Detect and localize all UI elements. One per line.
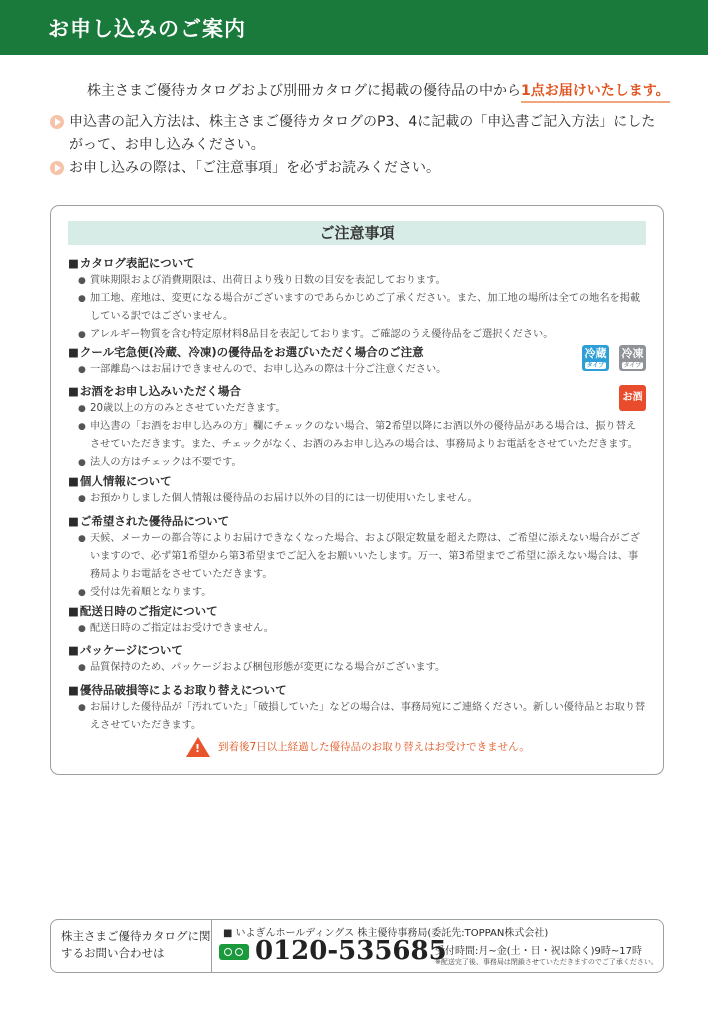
section-heading: ■ 配送日時のご指定について: [68, 602, 646, 620]
section-heading: ■ 優待品破損等によるお取り替えについて: [68, 681, 646, 699]
list-item: ● 受付は先着順となります。: [68, 584, 646, 602]
warning-icon: !: [186, 737, 210, 757]
list-item: ● 加工地、産地は、変更になる場合がございますのであらかじめご了承ください。また、加工地の場所は全ての地名を掲載している訳ではございません。: [68, 290, 646, 326]
section-personal-info: [68, 472, 646, 508]
list-item: ● 法人の方はチェックは不要です。: [68, 454, 646, 472]
instruction-bullet: [50, 111, 669, 157]
list-item: ● 賞味期限および消費期限は、出荷日より残り日数の目安を表記しております。: [68, 272, 646, 290]
reception-hours: 受付時間:月~金(土・日・祝は除く)9時~17時: [435, 946, 643, 957]
section-heading: ■ ご希望された優待品について: [68, 512, 646, 530]
intro-body: 株主さまご優待カタログおよび別冊カタログに掲載の優待品の中から: [87, 83, 521, 99]
intro-highlight: 1点お届けいたします。: [521, 83, 670, 103]
list-item: ● お届けした優待品が「汚れていた」「破損していた」などの場合は、事務局宛にご連絡ください。新しい優待品とお取り替えさせていただきます。: [68, 699, 646, 735]
list-item: ● 20歳以上の方のみとさせていただきます。: [68, 400, 646, 418]
section-heading: ■ カタログ表記について: [68, 254, 646, 272]
list-item: ● 天候、メーカーの都合等によりお届けできなくなった場合、および限定数量を超えた際は、ご希望に添えない場合がございますので、必ず第1希望から第3希望までご記入をお願いいたします。万一、第3希望までご希望に添えない場合は、事務局よりお電話をさせていただきます。: [68, 530, 646, 584]
office-name: ■ いよぎんホールディングス 株主優待事務局(委託先:TOPPAN株式会社): [223, 924, 548, 939]
contact-label: 株主さまご優待カタログに関するお問い合わせは: [61, 929, 211, 960]
intro-text: [87, 80, 670, 100]
section-catalog-notation: [68, 254, 646, 344]
section-heading: ■ 個人情報について: [68, 472, 646, 490]
arrow-icon: [50, 115, 64, 129]
notice-box: [50, 205, 664, 775]
warning-line: [186, 737, 530, 757]
alcohol-badge: お酒: [619, 385, 646, 411]
section-heading: ■ クール宅急便(冷蔵、冷凍)の優待品をお選びいただく場合のご注意: [68, 343, 646, 361]
frozen-type-badge: 冷凍 タイプ: [619, 345, 646, 371]
contact-footer: [50, 919, 664, 973]
section-heading: ■ パッケージについて: [68, 641, 646, 659]
notice-text: お申し込みの際は、「ご注意事項」を必ずお読みください。: [69, 160, 440, 176]
section-delivery-date: [68, 602, 646, 638]
instruction-text: 申込書の記入方法は、株主さまご優待カタログのP3、4に記載の「申込書ご記入方法」にしたがって、お申し込みください。: [69, 114, 656, 153]
section-heading: ■ お酒をお申し込みいただく場合: [68, 382, 646, 400]
closure-note: ※配送完了後、事務局は閉鎖させていただきますのでご了承ください。: [435, 958, 658, 966]
freedial-icon: [219, 944, 249, 960]
list-item: ● 品質保持のため、パッケージおよび梱包形態が変更になる場合がございます。: [68, 659, 646, 677]
chilled-type-badge: 冷蔵 タイプ: [582, 345, 609, 371]
list-item: ● アレルギー物質を含む特定原材料8品目を表記しております。ご確認のうえ優待品をご選択ください。: [68, 326, 646, 344]
contact-label-box: [51, 920, 212, 972]
list-item: ● お預かりしました個人情報は優待品のお届け以外の目的には一切使用いたしません。: [68, 490, 646, 508]
arrow-icon: [50, 161, 64, 175]
section-alcohol: [68, 382, 646, 472]
section-cool-delivery: [68, 343, 646, 379]
section-replacement: [68, 681, 646, 735]
list-item: ● 申込書の「お酒をお申し込みの方」欄にチェックのない場合、第2希望以降にお酒以外の優待品がある場合は、振り替えさせていただきます。また、チェックがなく、お酒のみお申し込みの場合は、事務局よりお電話をさせていただきます。: [68, 418, 646, 454]
section-package: [68, 641, 646, 677]
list-item: ● 配送日時のご指定はお受けできません。: [68, 620, 646, 638]
section-desired-items: [68, 512, 646, 602]
notice-title: ご注意事項: [68, 221, 646, 245]
phone-number[interactable]: 0120-535685: [255, 936, 447, 966]
list-item: ● 一部離島へはお届けできませんので、お申し込みの際は十分ご注意ください。: [68, 361, 646, 379]
notice-bullet: [50, 157, 669, 180]
warning-text: 到着後7日以上経過した優待品のお取り替えはお受けできません。: [218, 741, 530, 753]
header-bar: [0, 0, 708, 55]
page-title: お申し込みのご案内: [48, 17, 246, 41]
